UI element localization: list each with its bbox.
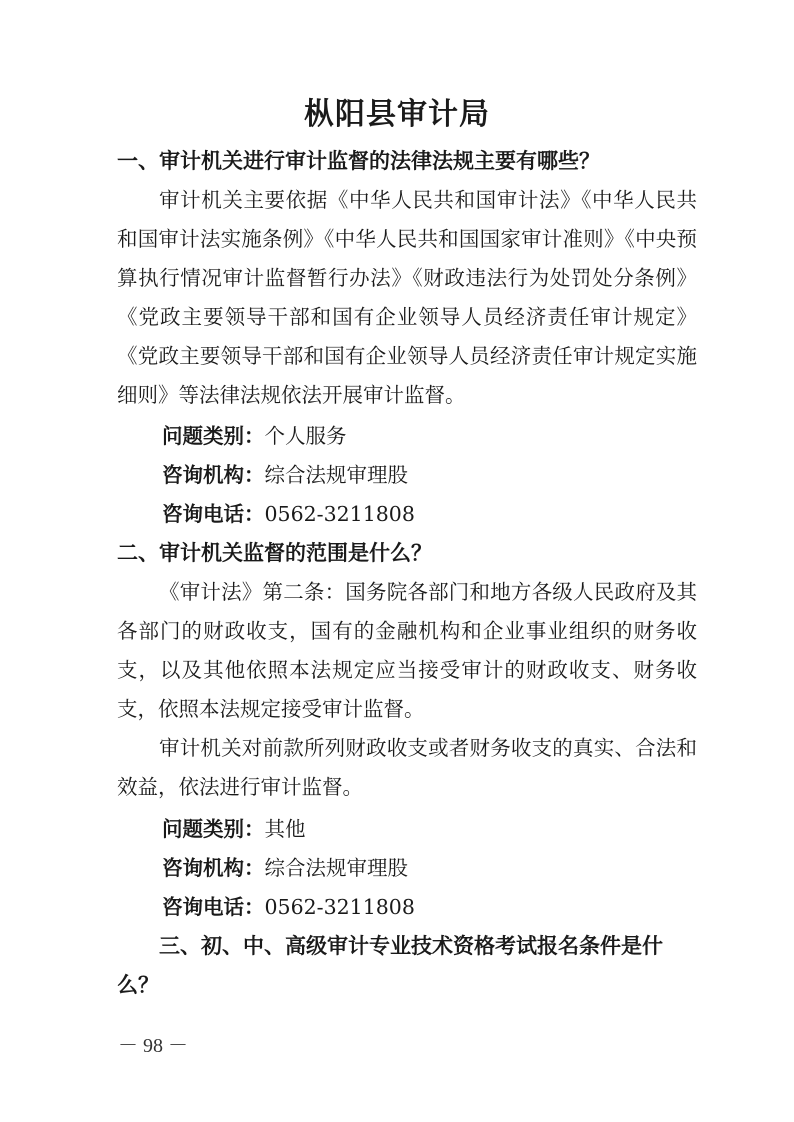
page-title: 枞阳县审计局	[304, 97, 490, 132]
agency-value: 综合法规审理股	[264, 856, 408, 880]
question-heading-1: 一、审计机关进行审计监督的法律法规主要有哪些？	[117, 149, 600, 173]
category-value: 个人服务	[264, 424, 347, 448]
answer-paragraph-1: 审计机关主要依据《中华人民共和国审计法》《中华人民共和国审计法实施条例》《中华人民共和国国家审计准则》《中央预算执行情况审计监督暂行办法》《财政违法行为处罚处分条例》《党政主要领导干部和国有企业领导人员经济责任审计规定》《党政主要领导干部和国有企业领导人员经济责任审计规定实施细则》等法律法规依法开展审计监督。	[117, 188, 697, 407]
agency-label: 咨询机构：	[162, 856, 265, 880]
category-row-1	[162, 417, 682, 456]
phone-label: 咨询电话：	[162, 895, 265, 919]
question-heading-3: 三、初、中、高级审计专业技术资格考试报名条件是什么？	[117, 934, 663, 997]
phone-row-2	[162, 888, 682, 927]
phone-value: 0562-3211808	[264, 502, 415, 526]
answer-paragraph-2b: 审计机关对前款所列财政收支或者财务收支的真实、合法和效益，依法进行审计监督。	[117, 736, 697, 799]
agency-row-1	[162, 456, 682, 495]
phone-value: 0562-3211808	[264, 895, 415, 919]
agency-label: 咨询机构：	[162, 463, 265, 487]
question-heading-2: 二、审计机关监督的范围是什么？	[117, 541, 432, 565]
phone-row-1	[162, 495, 682, 534]
category-label: 问题类别：	[162, 424, 265, 448]
answer-paragraph-2a: 《审计法》第二条：国务院各部门和地方各级人民政府及其各部门的财政收支，国有的金融机构和企业事业组织的财务收支，以及其他依照本法规定应当接受审计的财政收支、财务收支，依照本法规定接受审计监督。	[117, 580, 697, 721]
category-row-2	[162, 810, 682, 849]
agency-value: 综合法规审理股	[264, 463, 408, 487]
page-number: － 98 －	[118, 1035, 188, 1057]
category-value: 其他	[264, 817, 306, 841]
category-label: 问题类别：	[162, 817, 265, 841]
agency-row-2	[162, 849, 682, 888]
phone-label: 咨询电话：	[162, 502, 265, 526]
